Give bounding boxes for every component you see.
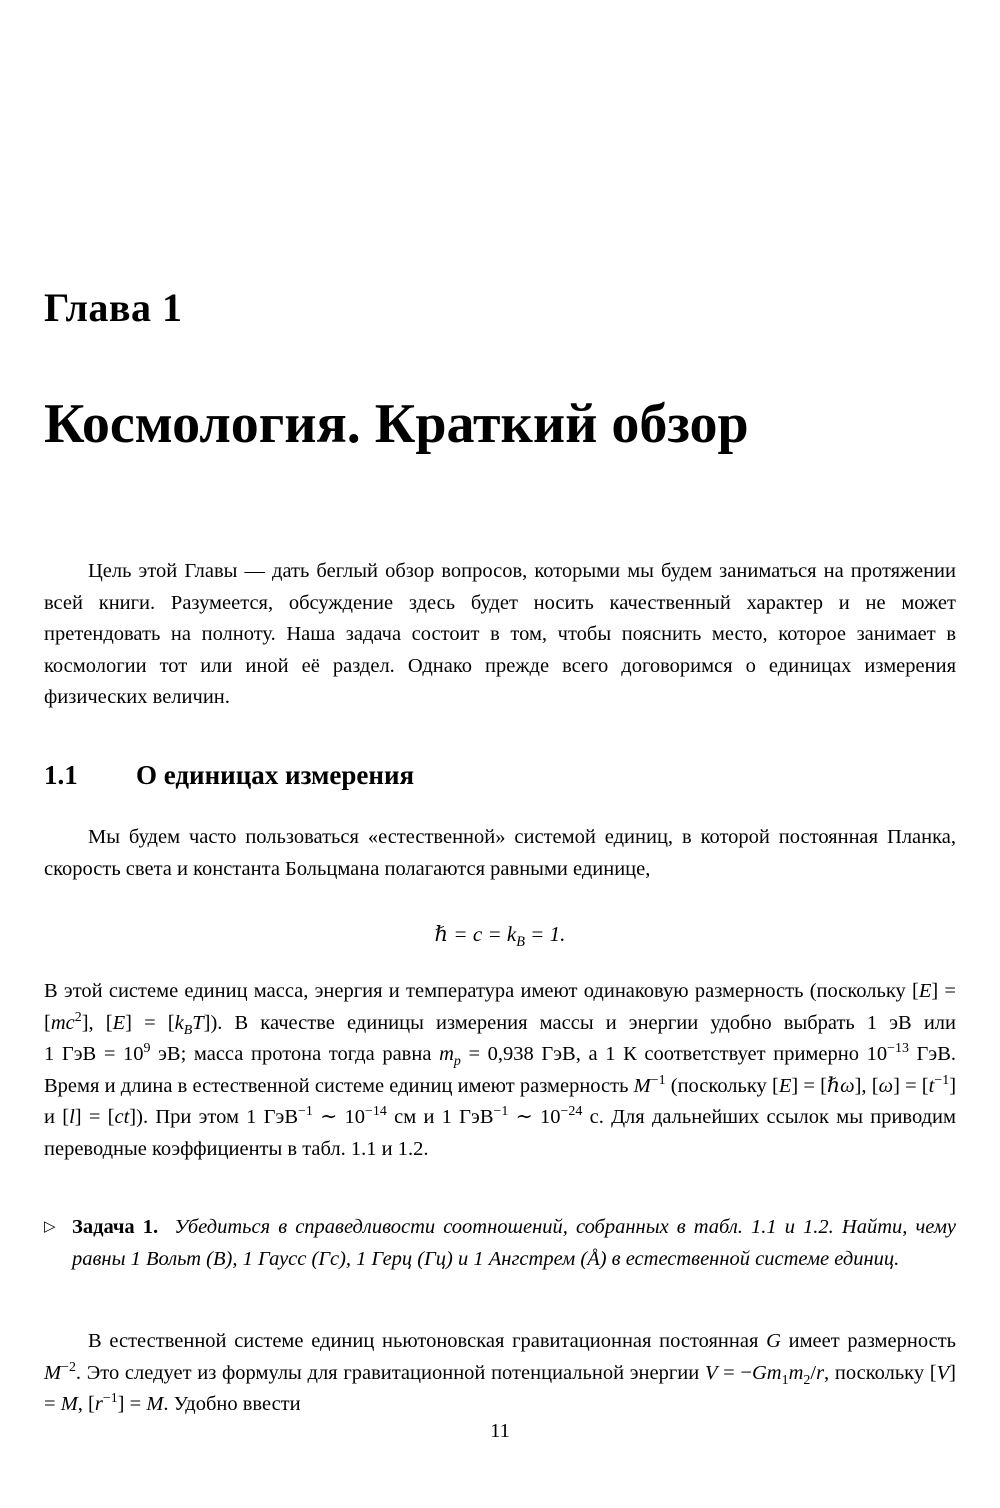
problem-label: Задача 1.: [72, 1216, 159, 1238]
problem-marker-icon: ▷: [44, 1219, 56, 1235]
formula-natural-units: ℏ = $c = k_B = 1$.: [434, 922, 566, 951]
intro-paragraph: Цель этой Главы — дать беглый обзор вопросов, которыми мы будем заниматься на протяжении всей книги. Разумеется, обсуждение здесь будет носить качественный характер и не может претендовать на полноту. Наша задача состоит в том, чтобы пояснить место, которое занимает в космологии тот или иной её раздел. Однако прежде всего договоримся о единицах измерения физических величин.: [44, 560, 956, 708]
page-number: 11: [490, 1420, 510, 1442]
section-heading: [44, 760, 414, 791]
problem-block: [44, 1212, 957, 1275]
section-title: О единицах измерения: [136, 760, 415, 790]
paragraph-gravity: В естественной системе единиц ньютоновская гравитационная постоянная G имеет размерность $M^{-2}$. Это следует из формулы для гравитационной потенциальной энергии $V = -Gm_1m_2/r$, поскольку [V] = M, $[r^{-1}] = M$. Удобно ввести: [44, 1330, 956, 1415]
problem-text: Убедиться в справедливости соотношений, собранных в табл. 1.1 и 1.2. Найти, чему равны 1 Вольт (В), 1 Гаусс (Гс), 1 Герц (Гц) и 1 Ангстрем (Å) в естественной системе единиц.: [72, 1216, 957, 1270]
chapter-title: Космология. Краткий обзор: [44, 393, 749, 455]
chapter-number: Глава 1: [44, 285, 183, 330]
paragraph-units-intro: Мы будем часто пользоваться «естественной» системой единиц, в которой постоянная Планка, скорость света и константа Больцмана полагаются равными единице,: [44, 826, 956, 880]
section-number: 1.1: [44, 760, 78, 790]
paragraph-dimensions: В этой системе единиц масса, энергия и температура имеют одинаковую размерность (поскольку $[E] = [mc^2]$, $[E] = [k_BT]$). В качестве единицы измерения массы и энергии удобно выбрать 1 эВ или 1 ГэВ = $10^9$ эВ; масса протона тогда равна $m_p = 0,938$ ГэВ, а 1 К соответствует примерно $10^{-13}$ ГэВ. Время и длина в естественной системе единиц имеют размерность $M^{-1}$ (поскольку [E] = [ℏω], $[\omega] = [t^{-1}]$ и [l] = [ct]). При этом 1 ГэВ$^{-1}$ ∼ $10^{-14}$ см и 1 ГэВ$^{-1}$ ∼ $10^{-24}$ с. Для дальнейших ссылок мы приводим переводные коэффициенты в табл. 1.1 и 1.2.: [44, 980, 957, 1160]
